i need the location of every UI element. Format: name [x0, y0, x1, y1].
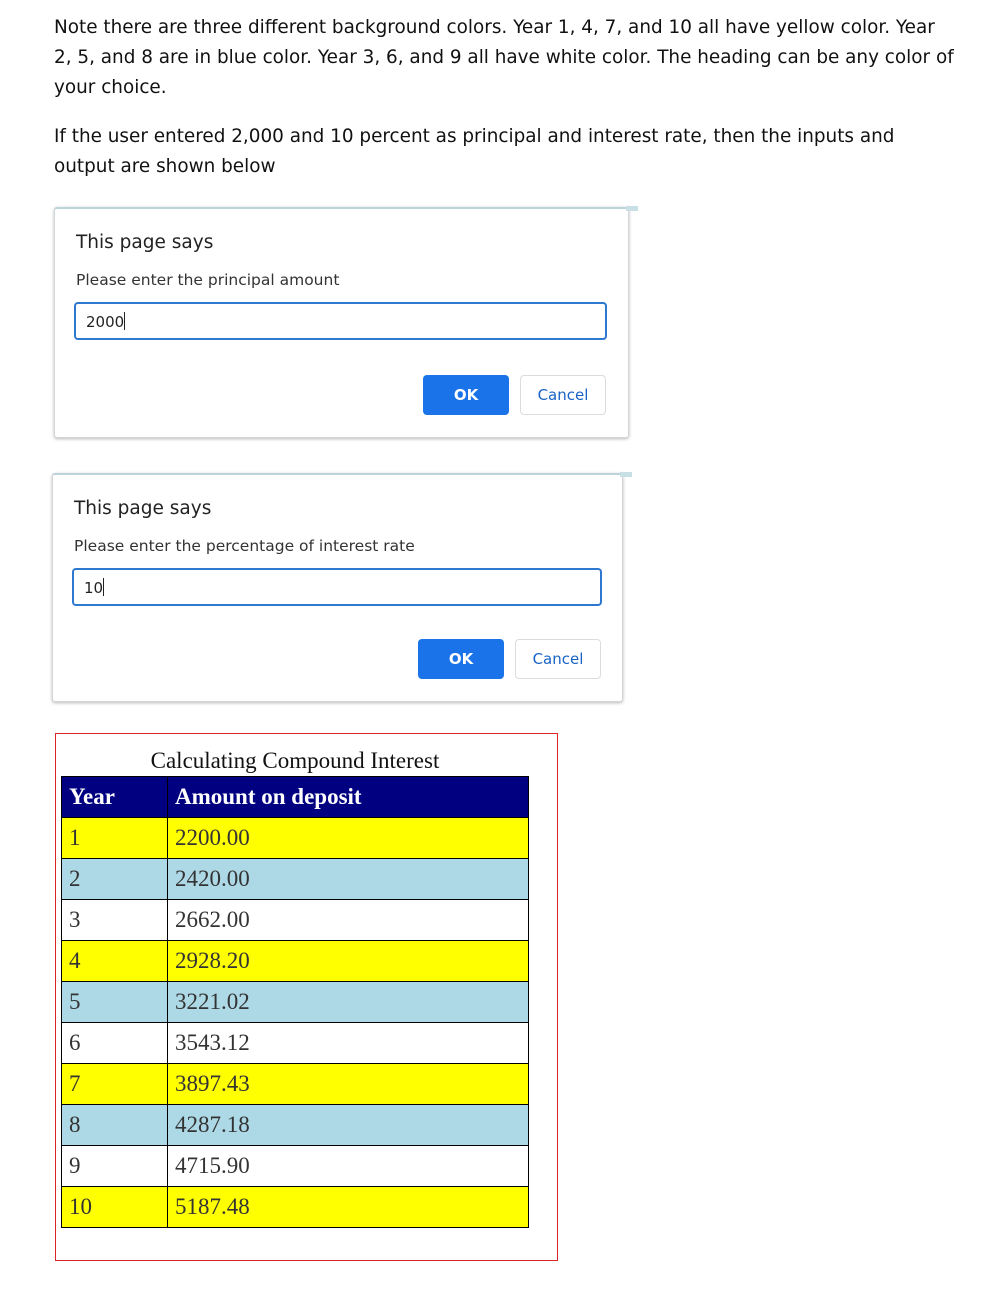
dialog-title: This page says — [74, 498, 212, 519]
year-cell: 5 — [62, 982, 168, 1023]
amount-cell: 3543.12 — [168, 1023, 529, 1064]
text-caret — [103, 578, 104, 596]
table-row — [62, 859, 529, 900]
ok-button[interactable]: OK — [423, 375, 509, 415]
amount-cell: 5187.48 — [168, 1187, 529, 1228]
principal-input-value: 2000 — [86, 313, 125, 331]
result-output-frame — [55, 733, 558, 1261]
interest-rate-prompt-dialog — [52, 473, 623, 702]
dialog-message: Please enter the percentage of interest rate — [74, 537, 415, 555]
year-cell: 6 — [62, 1023, 168, 1064]
table-row — [62, 1146, 529, 1187]
year-cell: 9 — [62, 1146, 168, 1187]
dialog-edge-decoration — [620, 472, 632, 477]
ok-button[interactable]: OK — [418, 639, 504, 679]
dialog-title: This page says — [76, 232, 214, 253]
amount-cell: 3897.43 — [168, 1064, 529, 1105]
table-row — [62, 1064, 529, 1105]
cancel-button[interactable]: Cancel — [515, 639, 601, 679]
instruction-paragraph-colors: Note there are three different background colors. Year 1, 4, 7, and 10 all have yellow color. Year 2, 5, and 8 are in blue color. Year 3, 6, and 9 all have white color. The heading can be any color of your choice. — [54, 17, 954, 98]
table-caption: Calculating Compound Interest — [150, 748, 440, 773]
table-row — [62, 982, 529, 1023]
compound-interest-table — [61, 776, 529, 1228]
amount-cell: 2928.20 — [168, 941, 529, 982]
dialog-edge-decoration — [626, 206, 638, 211]
year-cell: 7 — [62, 1064, 168, 1105]
cancel-button[interactable]: Cancel — [520, 375, 606, 415]
table-row — [62, 818, 529, 859]
dialog-message: Please enter the principal amount — [76, 271, 340, 289]
principal-prompt-dialog — [54, 207, 629, 438]
table-body — [62, 818, 529, 1228]
amount-cell: 3221.02 — [168, 982, 529, 1023]
instruction-paragraph-example: If the user entered 2,000 and 10 percent as principal and interest rate, then the inputs and output are shown below — [54, 126, 895, 177]
amount-cell: 2662.00 — [168, 900, 529, 941]
table-row — [62, 1105, 529, 1146]
text-caret — [124, 312, 125, 330]
year-cell: 10 — [62, 1187, 168, 1228]
year-cell: 2 — [62, 859, 168, 900]
amount-cell: 2420.00 — [168, 859, 529, 900]
year-cell: 3 — [62, 900, 168, 941]
table-row — [62, 1187, 529, 1228]
header-amount-on-deposit: Amount on deposit — [168, 777, 529, 818]
interest-rate-input[interactable] — [72, 568, 602, 606]
amount-cell: 2200.00 — [168, 818, 529, 859]
table-row — [62, 941, 529, 982]
year-cell: 1 — [62, 818, 168, 859]
amount-cell: 4287.18 — [168, 1105, 529, 1146]
year-cell: 8 — [62, 1105, 168, 1146]
header-year: Year — [62, 777, 168, 818]
year-cell: 4 — [62, 941, 168, 982]
interest-rate-input-value: 10 — [84, 579, 104, 597]
table-header-row — [62, 777, 529, 818]
amount-cell: 4715.90 — [168, 1146, 529, 1187]
principal-input[interactable] — [74, 302, 607, 340]
table-row — [62, 900, 529, 941]
table-row — [62, 1023, 529, 1064]
